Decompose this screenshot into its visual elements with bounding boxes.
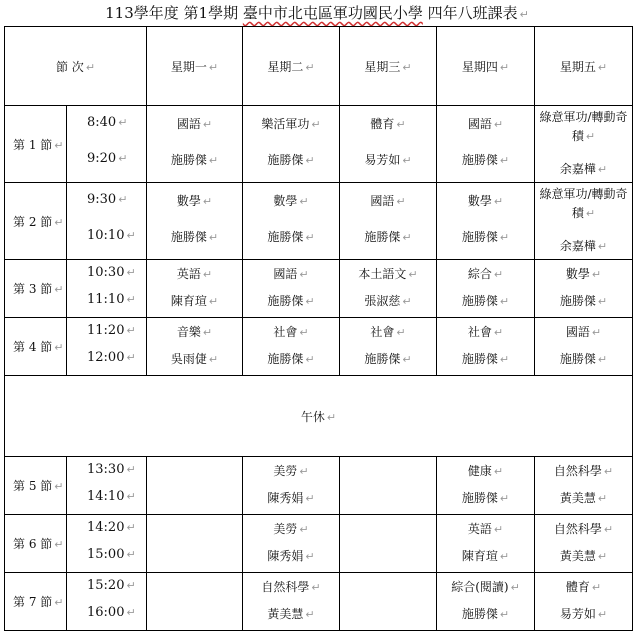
period-label: 第 7 節 [13, 595, 53, 609]
time-start: 13:30 ↵ [87, 462, 136, 477]
cell-mark-icon: ↵ [597, 608, 608, 621]
cell-mark-icon: ↵ [499, 608, 510, 621]
period-label: 第 1 節 [13, 137, 53, 152]
cell-mark-icon: ↵ [202, 195, 213, 208]
timetable [4, 26, 633, 631]
cell-mark-icon: ↵ [305, 492, 315, 505]
time-end: 11:10 ↵ [87, 292, 136, 307]
period-cell [5, 318, 67, 376]
cell-mark-icon: ↵ [402, 154, 412, 167]
teacher-label: 黃美慧 ↵ [267, 607, 315, 621]
class-cell [147, 183, 243, 260]
class-cell [147, 260, 243, 318]
time-start: 15:20 ↵ [87, 578, 136, 593]
cell-mark-icon: ↵ [408, 268, 418, 281]
cell-mark-icon: ↵ [54, 215, 64, 229]
time-cell [67, 318, 147, 376]
teacher-label: 施勝傑 ↵ [461, 294, 510, 308]
subject-label: 綠意軍功/轉動奇積 ↵ [539, 110, 628, 143]
time-start: 9:30 ↵ [87, 192, 128, 207]
time-end: 15:00 ↵ [87, 547, 136, 562]
cell-mark-icon: ↵ [493, 523, 504, 536]
day-header-tue: 星期二 ↵ [243, 27, 340, 106]
lunch-row [5, 376, 633, 457]
time-start: 8:40 ↵ [87, 115, 128, 130]
teacher-label: 施勝傑 ↵ [461, 607, 510, 621]
subject-label: 綜合 ↵ [467, 267, 504, 281]
class-cell [535, 515, 633, 573]
time-cell [67, 106, 147, 183]
subject-label: 國語 ↵ [565, 325, 602, 339]
cell-mark-icon: ↵ [126, 229, 136, 242]
class-cell [437, 573, 535, 631]
teacher-label: 施勝傑 ↵ [461, 230, 510, 244]
cell-mark-icon: ↵ [126, 490, 136, 503]
teacher-label: 施勝傑 ↵ [461, 153, 510, 167]
period-cell [5, 260, 67, 318]
cell-mark-icon: ↵ [305, 550, 315, 563]
class-cell [147, 106, 243, 183]
teacher-label: 施勝傑 ↵ [267, 230, 315, 244]
subject-label: 國語 ↵ [467, 117, 504, 131]
cell-mark-icon: ↵ [54, 283, 64, 296]
teacher-label: 陳育瑄 ↵ [170, 294, 219, 308]
subject-label: 本土語文 ↵ [358, 267, 418, 281]
class-cell [340, 515, 437, 573]
cell-mark-icon: ↵ [585, 130, 596, 143]
class-cell [535, 573, 633, 631]
cell-mark-icon: ↵ [208, 231, 219, 244]
title-school: 臺中市北屯區軍功國民小學 [242, 4, 423, 22]
teacher-label: 余嘉樺 ↵ [559, 162, 608, 176]
period-cell [5, 457, 67, 515]
cell-mark-icon: ↵ [126, 548, 136, 561]
cell-mark-icon: ↵ [305, 608, 315, 621]
cell-mark-icon: ↵ [311, 581, 321, 594]
period-cell [5, 106, 67, 183]
cell-mark-icon: ↵ [499, 550, 510, 563]
table-row [5, 106, 633, 183]
class-cell [437, 106, 535, 183]
cell-mark-icon: ↵ [126, 351, 136, 364]
table-row [5, 573, 633, 631]
class-cell [535, 457, 633, 515]
cell-mark-icon: ↵ [603, 465, 614, 478]
subject-label: 樂活軍功 ↵ [261, 117, 321, 131]
time-cell [67, 573, 147, 631]
cell-mark-icon: ↵ [603, 523, 614, 536]
cell-mark-icon: ↵ [402, 353, 412, 366]
subject-label: 綜合(閱讀) ↵ [451, 580, 520, 594]
cell-mark-icon: ↵ [126, 324, 136, 337]
time-cell [67, 260, 147, 318]
cell-mark-icon: ↵ [126, 521, 136, 534]
cell-mark-icon: ↵ [208, 295, 219, 308]
cell-mark-icon: ↵ [54, 480, 64, 493]
teacher-label: 施勝傑 ↵ [267, 294, 315, 308]
cell-mark-icon: ↵ [499, 353, 510, 366]
teacher-label: 余嘉樺 ↵ [559, 239, 608, 253]
subject-label: 社會 ↵ [273, 325, 309, 339]
table-row [5, 260, 633, 318]
cell-mark-icon: ↵ [597, 353, 608, 366]
subject-label: 英語 ↵ [176, 267, 213, 281]
cell-mark-icon: ↵ [118, 152, 128, 165]
teacher-label: 吳雨倢 ↵ [170, 352, 219, 366]
class-cell [340, 573, 437, 631]
cell-mark-icon: ↵ [493, 326, 504, 339]
cell-mark-icon: ↵ [499, 295, 510, 308]
time-end: 12:00 ↵ [87, 350, 136, 365]
cell-mark-icon: ↵ [597, 550, 608, 563]
class-cell [243, 318, 340, 376]
period-label: 第 3 節 [13, 282, 53, 296]
class-cell [535, 260, 633, 318]
cell-mark-icon: ↵ [305, 295, 315, 308]
table-row [5, 457, 633, 515]
class-cell [340, 260, 437, 318]
teacher-label: 施勝傑 ↵ [170, 153, 219, 167]
cell-mark-icon: ↵ [597, 240, 608, 253]
subject-label: 音樂 ↵ [176, 325, 213, 339]
cell-mark-icon: ↵ [126, 293, 136, 306]
cell-mark-icon: ↵ [299, 523, 309, 536]
class-cell [437, 260, 535, 318]
subject-label: 自然科學 ↵ [553, 522, 614, 536]
cell-mark-icon: ↵ [499, 231, 510, 244]
cell-mark-icon: ↵ [493, 268, 504, 281]
cell-mark-icon: ↵ [126, 579, 136, 592]
class-cell [535, 183, 633, 260]
teacher-label: 易芳如 ↵ [364, 153, 412, 167]
time-end: 16:00 ↵ [87, 605, 136, 620]
table-row [5, 183, 633, 260]
time-start: 11:20 ↵ [87, 323, 136, 338]
subject-label: 數學 ↵ [467, 194, 504, 208]
cell-mark-icon: ↵ [85, 60, 96, 74]
cell-mark-icon: ↵ [591, 268, 602, 281]
teacher-label: 易芳如 ↵ [559, 607, 608, 621]
teacher-label: 施勝傑 ↵ [170, 230, 219, 244]
subject-label: 體育 ↵ [565, 580, 602, 594]
cell-mark-icon: ↵ [396, 118, 406, 131]
time-cell [67, 515, 147, 573]
class-cell [437, 318, 535, 376]
teacher-label: 施勝傑 ↵ [559, 352, 608, 366]
cell-mark-icon: ↵ [402, 231, 412, 244]
cell-mark-icon: ↵ [597, 60, 608, 74]
cell-mark-icon: ↵ [299, 326, 309, 339]
class-cell [535, 106, 633, 183]
class-cell [340, 457, 437, 515]
cell-mark-icon: ↵ [597, 295, 608, 308]
time-cell [67, 457, 147, 515]
cell-mark-icon: ↵ [591, 326, 602, 339]
cell-mark-icon: ↵ [510, 581, 520, 594]
time-start: 14:20 ↵ [87, 520, 136, 535]
cell-mark-icon: ↵ [591, 581, 602, 594]
class-cell [243, 515, 340, 573]
cell-mark-icon: ↵ [299, 195, 309, 208]
cell-mark-icon: ↵ [305, 60, 315, 74]
cell-mark-icon: ↵ [585, 207, 596, 220]
teacher-label: 張淑慈 ↵ [364, 294, 412, 308]
subject-label: 英語 ↵ [467, 522, 504, 536]
class-cell [340, 183, 437, 260]
teacher-label: 施勝傑 ↵ [559, 294, 608, 308]
cell-mark-icon: ↵ [597, 492, 608, 505]
table-row [5, 318, 633, 376]
cell-mark-icon: ↵ [208, 60, 219, 74]
teacher-label: 陳育瑄 ↵ [461, 549, 510, 563]
class-cell [147, 573, 243, 631]
day-header-mon: 星期一 ↵ [147, 27, 243, 106]
period-header: 節 次 ↵ [5, 27, 147, 106]
subject-label: 數學 ↵ [176, 194, 213, 208]
teacher-label: 黃美慧 ↵ [559, 549, 608, 563]
cell-mark-icon: ↵ [311, 118, 321, 131]
cell-mark-icon: ↵ [208, 353, 219, 366]
cell-mark-icon: ↵ [396, 326, 406, 339]
title-prefix: 113學年度 第1學期 [105, 4, 243, 22]
time-end: 10:10 ↵ [87, 228, 136, 243]
teacher-label: 陳秀娟 ↵ [267, 491, 315, 505]
paragraph-mark-icon: ↵ [519, 8, 529, 21]
class-cell [243, 183, 340, 260]
time-cell [67, 183, 147, 260]
subject-label: 綠意軍功/轉動奇積 ↵ [539, 187, 628, 220]
cell-mark-icon: ↵ [305, 231, 315, 244]
cell-mark-icon: ↵ [493, 118, 504, 131]
class-cell [437, 457, 535, 515]
period-cell [5, 515, 67, 573]
cell-mark-icon: ↵ [126, 266, 136, 279]
cell-mark-icon: ↵ [202, 326, 213, 339]
cell-mark-icon: ↵ [326, 410, 337, 424]
cell-mark-icon: ↵ [54, 341, 64, 354]
cell-mark-icon: ↵ [402, 295, 412, 308]
class-cell [535, 318, 633, 376]
subject-label: 國語 ↵ [176, 117, 213, 131]
title-suffix: 四年八班課表 [422, 4, 518, 22]
subject-label: 美勞 ↵ [273, 522, 309, 536]
table-row [5, 515, 633, 573]
time-end: 14:10 ↵ [87, 489, 136, 504]
class-cell [437, 515, 535, 573]
cell-mark-icon: ↵ [118, 193, 128, 206]
subject-label: 社會 ↵ [467, 325, 504, 339]
period-label: 第 4 節 [13, 340, 53, 354]
day-header-wed: 星期三 ↵ [340, 27, 437, 106]
class-cell [437, 183, 535, 260]
subject-label: 體育 ↵ [370, 117, 406, 131]
cell-mark-icon: ↵ [118, 116, 128, 129]
cell-mark-icon: ↵ [493, 195, 504, 208]
class-cell [243, 457, 340, 515]
class-cell [147, 318, 243, 376]
cell-mark-icon: ↵ [402, 60, 412, 74]
period-label: 第 5 節 [13, 479, 53, 493]
time-end: 9:20 ↵ [87, 151, 128, 166]
subject-label: 自然科學 ↵ [553, 464, 614, 478]
cell-mark-icon: ↵ [499, 60, 510, 74]
cell-mark-icon: ↵ [499, 154, 510, 167]
subject-label: 數學 ↵ [565, 267, 602, 281]
teacher-label: 陳秀娟 ↵ [267, 549, 315, 563]
cell-mark-icon: ↵ [597, 163, 608, 176]
class-cell [243, 573, 340, 631]
cell-mark-icon: ↵ [54, 538, 64, 551]
cell-mark-icon: ↵ [208, 154, 219, 167]
class-cell [147, 457, 243, 515]
teacher-label: 施勝傑 ↵ [461, 352, 510, 366]
cell-mark-icon: ↵ [126, 463, 136, 476]
teacher-label: 施勝傑 ↵ [267, 153, 315, 167]
class-cell [147, 515, 243, 573]
lunch-cell [5, 376, 633, 457]
subject-label: 國語 ↵ [370, 194, 406, 208]
cell-mark-icon: ↵ [396, 195, 406, 208]
teacher-label: 施勝傑 ↵ [461, 491, 510, 505]
subject-label: 數學 ↵ [273, 194, 309, 208]
subject-label: 健康 ↵ [467, 464, 504, 478]
period-label: 第 2 節 [13, 214, 53, 229]
teacher-label: 施勝傑 ↵ [364, 230, 412, 244]
day-header-thu: 星期四 ↵ [437, 27, 535, 106]
class-cell [243, 106, 340, 183]
period-label: 第 6 節 [13, 537, 53, 551]
lunch-label: 午休 [300, 409, 325, 424]
cell-mark-icon: ↵ [499, 492, 510, 505]
subject-label: 自然科學 ↵ [261, 580, 321, 594]
cell-mark-icon: ↵ [54, 596, 64, 609]
cell-mark-icon: ↵ [299, 268, 309, 281]
class-cell [340, 318, 437, 376]
page-title [0, 0, 634, 26]
cell-mark-icon: ↵ [126, 606, 136, 619]
subject-label: 社會 ↵ [370, 325, 406, 339]
time-start: 10:30 ↵ [87, 265, 136, 280]
period-cell [5, 183, 67, 260]
cell-mark-icon: ↵ [299, 465, 309, 478]
cell-mark-icon: ↵ [305, 154, 315, 167]
header-row [5, 27, 633, 106]
cell-mark-icon: ↵ [202, 268, 213, 281]
subject-label: 國語 ↵ [273, 267, 309, 281]
teacher-label: 施勝傑 ↵ [267, 352, 315, 366]
cell-mark-icon: ↵ [202, 118, 213, 131]
teacher-label: 施勝傑 ↵ [364, 352, 412, 366]
cell-mark-icon: ↵ [493, 465, 504, 478]
cell-mark-icon: ↵ [54, 138, 64, 152]
teacher-label: 黃美慧 ↵ [559, 491, 608, 505]
day-header-fri: 星期五 ↵ [535, 27, 633, 106]
period-cell [5, 573, 67, 631]
class-cell [340, 106, 437, 183]
subject-label: 美勞 ↵ [273, 464, 309, 478]
cell-mark-icon: ↵ [305, 353, 315, 366]
class-cell [243, 260, 340, 318]
